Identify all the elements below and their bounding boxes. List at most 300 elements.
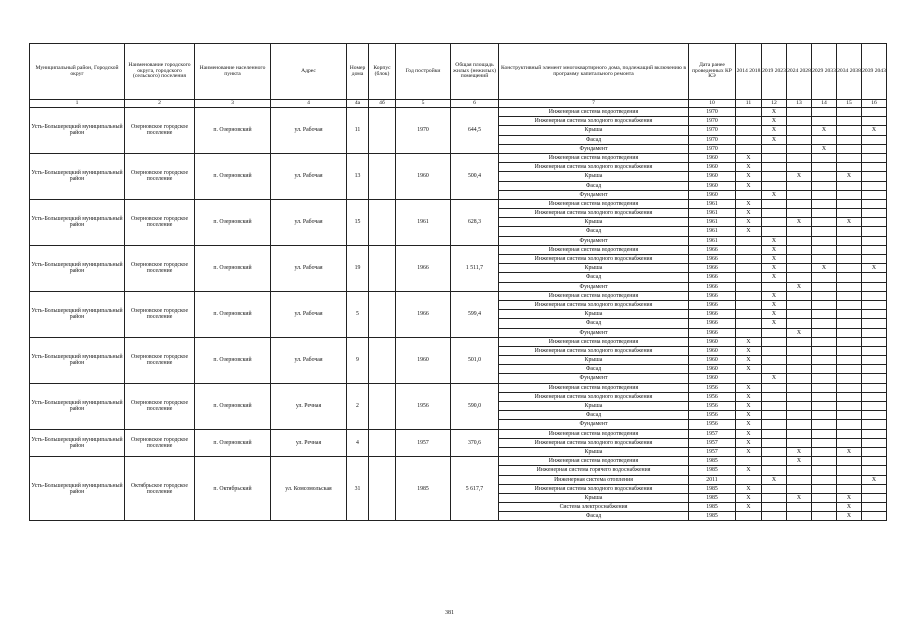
period-mark-cell [837, 153, 862, 162]
period-mark-cell [812, 190, 837, 199]
column-number: 10 [689, 100, 736, 108]
period-mark-cell [787, 135, 812, 144]
period-mark-cell [787, 181, 812, 190]
prev-date-cell: 1966 [689, 255, 736, 264]
period-mark-cell [736, 273, 762, 282]
locality-cell: п. Озерновский [195, 108, 271, 154]
block-cell [369, 337, 396, 383]
period-mark-cell [862, 273, 887, 282]
table-row [30, 429, 887, 438]
period-mark-cell [787, 209, 812, 218]
period-mark-cell [812, 328, 837, 337]
element-cell: Фасад [499, 181, 689, 190]
period-mark-cell [862, 190, 887, 199]
area-cell: 501,0 [451, 337, 499, 383]
period-mark-cell [787, 503, 812, 512]
prev-date-cell: 1960 [689, 163, 736, 172]
municipality-cell: Усть-Большерецкий муниципальный район [30, 429, 125, 457]
period-mark-cell: X [736, 503, 762, 512]
header-year-built: Год постройки [396, 44, 451, 100]
header-period: 2029 2033 [812, 44, 837, 100]
prev-date-cell: 1985 [689, 493, 736, 502]
period-mark-cell [837, 411, 862, 420]
municipality-cell: Усть-Большерецкий муниципальный район [30, 291, 125, 337]
table-row [30, 291, 887, 300]
prev-date-cell: 1966 [689, 319, 736, 328]
period-mark-cell: X [736, 181, 762, 190]
header-house-no: Номер дома [347, 44, 369, 100]
period-mark-cell [837, 282, 862, 291]
prev-date-cell: 1960 [689, 365, 736, 374]
period-mark-cell [837, 273, 862, 282]
period-mark-cell [812, 273, 837, 282]
column-number: 16 [862, 100, 887, 108]
table-row [30, 108, 887, 117]
period-mark-cell [812, 484, 837, 493]
prev-date-cell: 1961 [689, 218, 736, 227]
period-mark-cell [762, 402, 787, 411]
locality-cell: п. Озерновский [195, 383, 271, 429]
house-number-cell: 11 [347, 108, 369, 154]
element-cell: Инженерная система холодного водоснабжения [499, 209, 689, 218]
column-number: 6 [451, 100, 499, 108]
period-mark-cell [862, 447, 887, 456]
element-cell: Крыша [499, 264, 689, 273]
period-mark-cell [837, 319, 862, 328]
locality-cell: п. Озерновский [195, 291, 271, 337]
address-cell: ул. Рабочая [271, 153, 347, 199]
period-mark-cell [812, 512, 837, 521]
period-mark-cell [812, 493, 837, 502]
element-cell: Крыша [499, 493, 689, 502]
header-settlement: Наименование городского округа, городского (сельского) поселения [125, 44, 195, 100]
address-cell: ул. Рабочая [271, 199, 347, 245]
period-mark-cell [787, 411, 812, 420]
period-mark-cell [787, 346, 812, 355]
element-cell: Инженерная система горячего водоснабжения [499, 466, 689, 475]
element-cell: Инженерная система отопления [499, 475, 689, 484]
header-prev-date: Дата ранее проведенных КР КЭ [689, 44, 736, 100]
locality-cell: п. Озерновский [195, 337, 271, 383]
period-mark-cell [787, 374, 812, 383]
period-mark-cell [812, 310, 837, 319]
period-mark-cell [812, 365, 837, 374]
period-mark-cell: X [787, 493, 812, 502]
period-mark-cell: X [762, 126, 787, 135]
prev-date-cell: 1961 [689, 227, 736, 236]
column-number: 2 [125, 100, 195, 108]
element-cell: Инженерная система водоотведения [499, 199, 689, 208]
period-mark-cell [787, 402, 812, 411]
period-mark-cell [862, 392, 887, 401]
period-mark-cell: X [736, 429, 762, 438]
period-mark-cell [812, 457, 837, 466]
period-mark-cell [862, 429, 887, 438]
period-mark-cell [787, 438, 812, 447]
period-mark-cell: X [837, 512, 862, 521]
element-cell: Фундамент [499, 328, 689, 337]
settlement-cell: Озерновское городское поселение [125, 108, 195, 154]
period-mark-cell [862, 383, 887, 392]
element-cell: Крыша [499, 402, 689, 411]
element-cell: Крыша [499, 126, 689, 135]
period-mark-cell [812, 411, 837, 420]
period-mark-cell: X [762, 264, 787, 273]
column-number: 3 [195, 100, 271, 108]
element-cell: Инженерная система водоотведения [499, 245, 689, 254]
period-mark-cell [812, 181, 837, 190]
block-cell [369, 291, 396, 337]
period-mark-cell: X [787, 282, 812, 291]
period-mark-cell: X [736, 356, 762, 365]
period-mark-cell [862, 108, 887, 117]
element-cell: Фасад [499, 365, 689, 374]
period-mark-cell [787, 420, 812, 429]
period-mark-cell: X [762, 310, 787, 319]
area-cell: 500,4 [451, 153, 499, 199]
column-number: 5 [396, 100, 451, 108]
period-mark-cell: X [812, 144, 837, 153]
element-cell: Инженерная система водоотведения [499, 108, 689, 117]
period-mark-cell [862, 172, 887, 181]
prev-date-cell: 1970 [689, 117, 736, 126]
period-mark-cell [837, 236, 862, 245]
period-mark-cell [812, 420, 837, 429]
period-mark-cell [762, 172, 787, 181]
period-mark-cell [837, 126, 862, 135]
period-mark-cell [762, 356, 787, 365]
settlement-cell: Октябрьское городское поселение [125, 457, 195, 521]
house-number-cell: 2 [347, 383, 369, 429]
period-mark-cell [812, 135, 837, 144]
period-mark-cell: X [762, 108, 787, 117]
element-cell: Фасад [499, 319, 689, 328]
element-cell: Инженерная система холодного водоснабжения [499, 484, 689, 493]
period-mark-cell [787, 108, 812, 117]
period-mark-cell [736, 264, 762, 273]
element-cell: Фундамент [499, 374, 689, 383]
prev-date-cell: 1985 [689, 466, 736, 475]
period-mark-cell [862, 245, 887, 254]
address-cell: ул. Рабочая [271, 337, 347, 383]
header-period: 2019 2023 [762, 44, 787, 100]
element-cell: Фасад [499, 227, 689, 236]
period-mark-cell [862, 484, 887, 493]
element-cell: Фундамент [499, 282, 689, 291]
period-mark-cell [787, 264, 812, 273]
period-mark-cell [812, 447, 837, 456]
house-number-cell: 9 [347, 337, 369, 383]
address-cell: ул. Комсомольская [271, 457, 347, 521]
period-mark-cell: X [762, 135, 787, 144]
year-built-cell: 1957 [396, 429, 451, 457]
block-cell [369, 108, 396, 154]
locality-cell: п. Озерновский [195, 245, 271, 291]
period-mark-cell: X [837, 447, 862, 456]
period-mark-cell [787, 153, 812, 162]
period-mark-cell [862, 512, 887, 521]
block-cell [369, 245, 396, 291]
table-row [30, 199, 887, 208]
house-number-cell: 4 [347, 429, 369, 457]
period-mark-cell [862, 365, 887, 374]
period-mark-cell [736, 475, 762, 484]
period-mark-cell: X [862, 126, 887, 135]
header-period: 2039 2043 [862, 44, 887, 100]
period-mark-cell [837, 328, 862, 337]
period-mark-cell: X [762, 300, 787, 309]
table-row [30, 457, 887, 466]
prev-date-cell: 1957 [689, 438, 736, 447]
address-cell: ул. Речная [271, 383, 347, 429]
element-cell: Крыша [499, 447, 689, 456]
period-mark-cell [812, 374, 837, 383]
period-mark-cell: X [736, 493, 762, 502]
period-mark-cell: X [837, 503, 862, 512]
period-mark-cell [787, 227, 812, 236]
period-mark-cell [762, 438, 787, 447]
period-mark-cell [862, 181, 887, 190]
period-mark-cell [812, 503, 837, 512]
period-mark-cell [837, 209, 862, 218]
period-mark-cell: X [812, 126, 837, 135]
period-mark-cell: X [762, 291, 787, 300]
municipality-cell: Усть-Большерецкий муниципальный район [30, 153, 125, 199]
period-mark-cell [837, 392, 862, 401]
period-mark-cell [787, 429, 812, 438]
period-mark-cell [787, 255, 812, 264]
period-mark-cell [837, 337, 862, 346]
element-cell: Инженерная система холодного водоснабжения [499, 163, 689, 172]
period-mark-cell [862, 236, 887, 245]
period-mark-cell: X [762, 236, 787, 245]
prev-date-cell: 1957 [689, 447, 736, 456]
period-mark-cell: X [736, 153, 762, 162]
period-mark-cell: X [736, 402, 762, 411]
period-mark-cell [837, 466, 862, 475]
period-mark-cell [812, 255, 837, 264]
element-cell: Инженерная система водоотведения [499, 383, 689, 392]
table-row [30, 245, 887, 254]
period-mark-cell [862, 337, 887, 346]
column-number-row [30, 100, 887, 108]
element-cell: Крыша [499, 310, 689, 319]
period-mark-cell [762, 365, 787, 374]
prev-date-cell: 1970 [689, 126, 736, 135]
municipality-cell: Усть-Большерецкий муниципальный район [30, 337, 125, 383]
address-cell: ул. Рабочая [271, 245, 347, 291]
period-mark-cell: X [736, 466, 762, 475]
period-mark-cell [862, 374, 887, 383]
period-mark-cell: X [787, 218, 812, 227]
column-number: 11 [736, 100, 762, 108]
period-mark-cell [812, 300, 837, 309]
period-mark-cell [787, 236, 812, 245]
period-mark-cell [762, 392, 787, 401]
prev-date-cell: 1960 [689, 190, 736, 199]
period-mark-cell [837, 374, 862, 383]
municipality-cell: Усть-Большерецкий муниципальный район [30, 108, 125, 154]
period-mark-cell [837, 365, 862, 374]
period-mark-cell: X [736, 438, 762, 447]
column-number: 14 [812, 100, 837, 108]
period-mark-cell [787, 199, 812, 208]
column-number: 12 [762, 100, 787, 108]
element-cell: Инженерная система водоотведения [499, 153, 689, 162]
period-mark-cell [862, 356, 887, 365]
header-area: Общая площадь жилых (нежилых) помещений [451, 44, 499, 100]
period-mark-cell [862, 153, 887, 162]
period-mark-cell [812, 466, 837, 475]
period-mark-cell [812, 163, 837, 172]
prev-date-cell: 1956 [689, 411, 736, 420]
element-cell: Инженерная система холодного водоснабжения [499, 117, 689, 126]
element-cell: Инженерная система холодного водоснабжения [499, 346, 689, 355]
period-mark-cell [837, 264, 862, 273]
period-mark-cell: X [787, 172, 812, 181]
period-mark-cell [862, 255, 887, 264]
address-cell: ул. Рабочая [271, 291, 347, 337]
period-mark-cell [812, 117, 837, 126]
period-mark-cell: X [736, 172, 762, 181]
period-mark-cell: X [837, 493, 862, 502]
period-mark-cell [862, 163, 887, 172]
period-mark-cell [812, 383, 837, 392]
period-mark-cell [812, 282, 837, 291]
municipality-cell: Усть-Большерецкий муниципальный район [30, 457, 125, 521]
year-built-cell: 1966 [396, 245, 451, 291]
period-mark-cell: X [736, 163, 762, 172]
period-mark-cell [787, 245, 812, 254]
element-cell: Фундамент [499, 190, 689, 199]
prev-date-cell: 1956 [689, 420, 736, 429]
element-cell: Крыша [499, 356, 689, 365]
period-mark-cell [787, 291, 812, 300]
column-number: 4б [369, 100, 396, 108]
prev-date-cell: 1956 [689, 392, 736, 401]
period-mark-cell [862, 209, 887, 218]
element-cell: Инженерная система холодного водоснабжения [499, 438, 689, 447]
prev-date-cell: 1960 [689, 337, 736, 346]
area-cell: 628,3 [451, 199, 499, 245]
period-mark-cell: X [736, 365, 762, 374]
period-mark-cell: X [762, 117, 787, 126]
period-mark-cell [862, 457, 887, 466]
period-mark-cell [837, 227, 862, 236]
period-mark-cell [837, 457, 862, 466]
period-mark-cell [837, 108, 862, 117]
prev-date-cell: 1970 [689, 135, 736, 144]
period-mark-cell [787, 273, 812, 282]
prev-date-cell: 1966 [689, 273, 736, 282]
block-cell [369, 383, 396, 429]
period-mark-cell: X [736, 346, 762, 355]
period-mark-cell [736, 310, 762, 319]
year-built-cell: 1961 [396, 199, 451, 245]
period-mark-cell [762, 383, 787, 392]
period-mark-cell [862, 402, 887, 411]
column-number: 1 [30, 100, 125, 108]
period-mark-cell: X [787, 447, 812, 456]
table-row [30, 153, 887, 162]
period-mark-cell: X [762, 245, 787, 254]
period-mark-cell [762, 153, 787, 162]
settlement-cell: Озерновское городское поселение [125, 429, 195, 457]
header-period: 2034 2038 [837, 44, 862, 100]
period-mark-cell [837, 117, 862, 126]
period-mark-cell [787, 466, 812, 475]
element-cell: Инженерная система водоотведения [499, 457, 689, 466]
period-mark-cell [862, 227, 887, 236]
period-mark-cell [812, 402, 837, 411]
period-mark-cell [787, 383, 812, 392]
period-mark-cell [837, 255, 862, 264]
element-cell: Крыша [499, 172, 689, 181]
year-built-cell: 1960 [396, 153, 451, 199]
period-mark-cell [736, 512, 762, 521]
prev-date-cell: 1960 [689, 172, 736, 181]
period-mark-cell: X [762, 475, 787, 484]
block-cell [369, 199, 396, 245]
period-mark-cell: X [762, 190, 787, 199]
period-mark-cell: X [736, 392, 762, 401]
table-row [30, 383, 887, 392]
period-mark-cell [812, 337, 837, 346]
period-mark-cell [736, 457, 762, 466]
period-mark-cell: X [862, 475, 887, 484]
period-mark-cell [837, 181, 862, 190]
period-mark-cell [787, 163, 812, 172]
period-mark-cell [812, 199, 837, 208]
period-mark-cell [787, 117, 812, 126]
prev-date-cell: 1960 [689, 374, 736, 383]
year-built-cell: 1966 [396, 291, 451, 337]
period-mark-cell [837, 346, 862, 355]
period-mark-cell [862, 493, 887, 502]
period-mark-cell [762, 227, 787, 236]
prev-date-cell: 1966 [689, 291, 736, 300]
prev-date-cell: 1961 [689, 209, 736, 218]
period-mark-cell: X [787, 457, 812, 466]
period-mark-cell [762, 209, 787, 218]
period-mark-cell [862, 319, 887, 328]
period-mark-cell [736, 245, 762, 254]
period-mark-cell [736, 108, 762, 117]
prev-date-cell: 1957 [689, 429, 736, 438]
settlement-cell: Озерновское городское поселение [125, 153, 195, 199]
period-mark-cell [762, 163, 787, 172]
municipality-cell: Усть-Большерецкий муниципальный район [30, 199, 125, 245]
period-mark-cell: X [762, 273, 787, 282]
period-mark-cell [862, 328, 887, 337]
period-mark-cell [787, 190, 812, 199]
header-address: Адрес [271, 44, 347, 100]
period-mark-cell: X [736, 383, 762, 392]
prev-date-cell: 1956 [689, 383, 736, 392]
period-mark-cell [762, 346, 787, 355]
prev-date-cell: 1966 [689, 310, 736, 319]
header-block: Корпус (блок) [369, 44, 396, 100]
period-mark-cell [736, 126, 762, 135]
prev-date-cell: 1985 [689, 512, 736, 521]
period-mark-cell [762, 512, 787, 521]
period-mark-cell [812, 153, 837, 162]
period-mark-cell [762, 466, 787, 475]
element-cell: Инженерная система холодного водоснабжения [499, 392, 689, 401]
area-cell: 644,5 [451, 108, 499, 154]
period-mark-cell [736, 319, 762, 328]
period-mark-cell [837, 402, 862, 411]
